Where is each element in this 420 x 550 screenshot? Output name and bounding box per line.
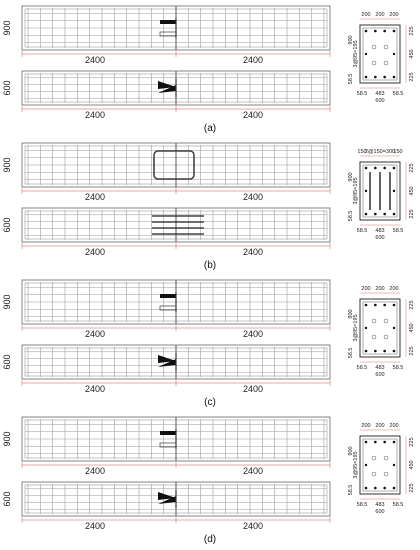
span-length-label: 2400	[242, 384, 264, 394]
section-bottom-dimension: 58.5	[356, 228, 368, 234]
span-length-label: 2400	[242, 110, 264, 120]
section-bottom-dimension: 58.5	[356, 365, 368, 371]
section-cover-label: 58.5	[348, 484, 354, 496]
section-rebar-dot	[393, 53, 395, 55]
span-length-label: 2400	[84, 384, 106, 394]
section-bottom-dimension: 58.5	[392, 365, 404, 371]
section-rebar-dot	[383, 30, 386, 33]
section-rebar-dot	[383, 350, 386, 353]
section-right-dimension: 225	[409, 72, 415, 82]
section-hole	[372, 335, 376, 339]
anchor-plate-solid	[160, 20, 176, 24]
section-rebar-dot	[374, 76, 377, 79]
section-rebar-dot	[393, 487, 396, 490]
section-hole	[372, 319, 376, 323]
section-right-dimension: 225	[409, 346, 415, 356]
section-cover-label: 58.5	[348, 347, 354, 359]
section-rebar-dot	[365, 350, 368, 353]
section-hole	[384, 45, 388, 49]
section-height-label: 900	[348, 309, 354, 319]
section-rebar-dot	[374, 487, 377, 490]
section-top-dimension: 200	[375, 423, 385, 429]
section-hole	[384, 472, 388, 476]
section-rebar-dot	[365, 327, 367, 329]
section-hole	[372, 472, 376, 476]
beam-height-label: 600	[2, 217, 12, 233]
beam-height-label: 600	[2, 80, 12, 96]
section-right-dimension: 225	[409, 163, 415, 173]
section-right-dimension: 225	[409, 26, 415, 36]
section-rebar-dot	[374, 30, 377, 33]
section-right-dimension: 450	[409, 186, 415, 196]
section-rebar-dot	[383, 304, 386, 307]
span-length-label: 2400	[84, 192, 106, 202]
panel-caption: (b)	[203, 260, 217, 271]
section-rebar-dot	[393, 441, 396, 444]
section-right-dimension: 225	[409, 209, 415, 219]
section-stirrup	[363, 28, 397, 80]
section-hole	[372, 45, 376, 49]
section-rebar-dot	[383, 213, 386, 216]
beam-height-label: 900	[2, 20, 12, 36]
section-rebar-dot	[365, 53, 367, 55]
section-width-label: 600	[375, 98, 385, 104]
section-bottom-dimension: 58.5	[356, 91, 368, 97]
span-length-label: 2400	[242, 247, 264, 257]
section-top-dimension: 200	[389, 286, 399, 292]
section-right-dimension: 450	[409, 323, 415, 333]
section-hole	[384, 456, 388, 460]
span-length-label: 2400	[84, 247, 106, 257]
section-rebar-dot	[374, 304, 377, 307]
section-rebar-dot	[374, 350, 377, 353]
section-right-dimension: 450	[409, 460, 415, 470]
section-hole	[372, 456, 376, 460]
section-rebar-dot	[383, 487, 386, 490]
section-rebar-dot	[393, 304, 396, 307]
section-bottom-dimension: 483	[375, 228, 385, 234]
span-length-label: 2400	[84, 55, 106, 65]
section-height-label: 900	[348, 172, 354, 182]
beam-height-label: 900	[2, 294, 12, 310]
section-rebar-dot	[365, 304, 368, 307]
section-top-dimension: 200	[375, 12, 385, 18]
section-right-dimension: 225	[409, 437, 415, 447]
section-top-dimension: 150	[393, 149, 403, 155]
section-height-label: 900	[348, 35, 354, 45]
section-width-label: 600	[375, 509, 385, 515]
span-length-label: 2400	[242, 521, 264, 531]
section-rebar-dot	[365, 190, 367, 192]
span-length-label: 2400	[84, 521, 106, 531]
span-length-label: 2400	[242, 55, 264, 65]
beam-height-label: 900	[2, 431, 12, 447]
section-hole	[372, 61, 376, 65]
section-top-dimension: 200	[389, 423, 399, 429]
section-bottom-dimension: 58.5	[356, 502, 368, 508]
section-rebar-dot	[365, 167, 368, 170]
section-right-dimension: 225	[409, 300, 415, 310]
section-rebar-dot	[393, 167, 396, 170]
section-width-label: 600	[375, 372, 385, 378]
span-length-label: 2400	[84, 466, 106, 476]
beam-height-label: 600	[2, 354, 12, 370]
section-width-label: 600	[375, 235, 385, 241]
section-bottom-dimension: 483	[375, 502, 385, 508]
section-hole	[384, 335, 388, 339]
section-rebar-dot	[393, 190, 395, 192]
panel-d	[2, 417, 415, 545]
anchor-plate-solid	[160, 431, 176, 435]
section-top-dimension: 200	[389, 12, 399, 18]
section-top-dimension: 200	[375, 286, 385, 292]
section-rebar-dot	[365, 464, 367, 466]
section-cover-label: 58.5	[348, 210, 354, 222]
section-cover-label: 58.5	[348, 73, 354, 85]
section-bottom-dimension: 58.5	[392, 502, 404, 508]
section-top-dimension: 2@150=300	[364, 149, 396, 155]
panel-caption: (a)	[203, 123, 217, 134]
section-rebar-dot	[365, 76, 368, 79]
section-bottom-dimension: 58.5	[392, 228, 404, 234]
section-spacing-label: 3@95=195	[353, 314, 359, 342]
section-right-dimension: 225	[409, 483, 415, 493]
beam-height-label: 600	[2, 491, 12, 507]
anchor-plate-solid	[160, 294, 176, 298]
section-rebar-dot	[393, 30, 396, 33]
panel-caption: (c)	[204, 397, 216, 408]
section-top-dimension: 200	[361, 423, 371, 429]
section-rebar-dot	[365, 30, 368, 33]
section-spacing-label: 3@95=195	[353, 177, 359, 205]
section-top-dimension: 200	[361, 12, 371, 18]
section-rebar-dot	[374, 213, 377, 216]
section-top-dimension: 200	[361, 286, 371, 292]
section-hole	[384, 61, 388, 65]
span-length-label: 2400	[84, 110, 106, 120]
section-rebar-dot	[393, 350, 396, 353]
section-rebar-dot	[393, 464, 395, 466]
span-length-label: 2400	[242, 466, 264, 476]
section-rebar-dot	[374, 441, 377, 444]
section-rebar-dot	[393, 76, 396, 79]
span-length-label: 2400	[242, 192, 264, 202]
section-stirrup	[363, 302, 397, 354]
section-rebar-dot	[365, 441, 368, 444]
panel-a	[2, 6, 415, 134]
section-hole	[384, 319, 388, 323]
section-right-dimension: 450	[409, 49, 415, 59]
panel-c	[2, 280, 415, 408]
section-rebar-dot	[365, 213, 368, 216]
section-top-dimension: 150	[357, 149, 367, 155]
section-rebar-dot	[365, 487, 368, 490]
panel-caption: (d)	[203, 534, 217, 545]
section-bottom-dimension: 58.5	[392, 91, 404, 97]
section-rebar-dot	[374, 167, 377, 170]
panel-b	[2, 143, 415, 271]
section-rebar-dot	[383, 441, 386, 444]
section-rebar-dot	[393, 327, 395, 329]
section-rebar-dot	[393, 213, 396, 216]
section-spacing-label: 3@95=195	[353, 451, 359, 479]
section-bottom-dimension: 483	[375, 91, 385, 97]
span-length-label: 2400	[84, 329, 106, 339]
section-bottom-dimension: 483	[375, 365, 385, 371]
section-stirrup	[363, 439, 397, 491]
section-rebar-dot	[383, 167, 386, 170]
beam-height-label: 900	[2, 157, 12, 173]
section-rebar-dot	[383, 76, 386, 79]
span-length-label: 2400	[242, 329, 264, 339]
section-height-label: 900	[348, 446, 354, 456]
section-spacing-label: 3@95=195	[353, 40, 359, 68]
